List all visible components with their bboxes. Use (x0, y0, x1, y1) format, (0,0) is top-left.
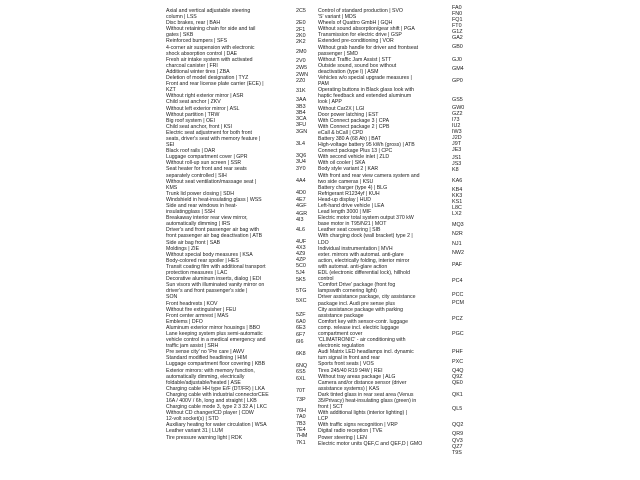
option-entry: Connect package Plus 13 | CPC (318, 148, 393, 155)
option-entry: With traffic signs recognition | VRP (318, 422, 398, 429)
option-code: 3Q6 (296, 153, 307, 159)
option-entry: Exterior mirrors: with memory function, automatically dimming, electrically foldable/adjustable/heated | ASE (166, 367, 255, 386)
option-entry: Decorative aluminum inserts, dialog | EDI (166, 276, 262, 283)
option-entry: Lead length 3000 | MIF (318, 209, 372, 216)
option-code: 2E0 (296, 20, 306, 26)
option-entry: Child seat anchor | ZKV (166, 99, 221, 106)
option-code: KB4 (452, 187, 463, 193)
option-entry: exter. mirrors with automat. anti-glare action, electrically folding, interior mirror with automat. anti-glare action (318, 251, 410, 270)
option-entry: Deletion of model designation | TYZ (166, 75, 249, 82)
option-entry: Electric motor units QEF,C and QEF,D | GMO (318, 440, 423, 447)
option-code: 5TG (296, 288, 307, 294)
option-entry: Big roof system | OEI (166, 117, 215, 124)
option-entry: Child seat anchor, front | KSI (166, 123, 232, 130)
option-code: IU2 (452, 123, 461, 129)
option-entry: Leather seat covering | SIB (318, 227, 381, 234)
option-entry: Comfort key with sensor-contr. luggage comp. release incl. electric luggage compartment cover (318, 318, 408, 337)
option-entry: Electric motor total system output 370 kW base motor in T95/N21 | MOT (318, 215, 414, 228)
option-code: GM4 (452, 66, 464, 72)
option-entry: Digital radio reception | TVE (318, 428, 383, 435)
option-code: QZ7 (452, 444, 463, 450)
option-code: NW2 (452, 250, 464, 256)
option-entry: Lane keeping system plus semi-automatic vehicle control in a medical emergency and traffic jam assist | SRH (166, 330, 266, 350)
option-code: QL5 (452, 406, 463, 412)
option-entry: With charging dock (wall bracket) type 2 | LDO (318, 233, 413, 246)
option-entry: Breakaway interior rear view mirror, automatically dimming | IRS (166, 215, 248, 228)
option-code: 5C0 (296, 263, 306, 269)
option-code: FT0 (452, 23, 462, 29)
option-entry: Front and rear license plate carrier (ECE) | KZT (166, 81, 264, 94)
option-entry: Trunk lid power closing | SDH (166, 190, 235, 197)
option-code: 3B4 (296, 110, 306, 116)
option-code: 3U4 (296, 159, 306, 165)
option-code: N2R (452, 231, 463, 237)
option-entry: Moldings | ZIE (166, 245, 200, 252)
option-code: QQ2 (452, 422, 464, 428)
option-code: Q4Q (452, 368, 464, 374)
option-entry: Control of standard production | SVO (318, 8, 403, 14)
option-code: FQ1 (452, 17, 463, 23)
option-code: 5J4 (296, 270, 305, 276)
option-entry: Dark tinted glass in rear seat area (Venus 35/Privacy) heat-insulating glass (green) in front | SCT (318, 391, 417, 411)
option-code: PCZ (452, 316, 463, 322)
option-code: QV3 (452, 438, 463, 444)
option-entry: Disc brakes, rear | BAH (166, 20, 221, 27)
option-code: 6XL (296, 376, 306, 382)
option-code: 2K0 (296, 33, 306, 39)
option-entry: eCall & bCall | CPD (318, 129, 364, 136)
option-entry: Head-up display | HUD (318, 196, 371, 203)
option-code: 4D0 (296, 190, 306, 196)
option-code: FN0 (452, 11, 463, 17)
option-code: 4E7 (296, 197, 306, 203)
option-entry: Pre sense city' no 'Pre care | AWV (166, 349, 245, 356)
option-code: PCC (452, 292, 464, 298)
option-entry: Luggage compartment cover | GPR (166, 154, 248, 161)
option-entry: Without left exterior mirror | ASL (166, 105, 240, 112)
option-entry: Fresh air intake system with activated charcoal canister | FRI (166, 56, 253, 69)
option-code: 5K5 (296, 277, 306, 283)
option-entry: Outside sound, sound box without deactivation (type I) | ASM (318, 62, 397, 75)
option-code: 7A0 (296, 414, 306, 420)
option-entry: With second vehicle inlet | ZLD (318, 154, 390, 161)
option-code: KA6 (452, 178, 463, 184)
option-code: 31K (296, 88, 306, 94)
option-code: KK3 (452, 193, 463, 199)
option-entry: Without special body measures | KSA (166, 251, 253, 258)
option-code: GB0 (452, 44, 463, 50)
option-code: J9T (452, 141, 461, 147)
option-code: K8 (452, 167, 459, 173)
option-code: LX2 (452, 211, 462, 217)
option-entry: Auxiliary heating for water circulation | WSA (166, 422, 267, 429)
option-code: 2C5 (296, 8, 306, 14)
option-entry: Leather variant 31 | LUM (166, 428, 223, 435)
option-entry: With Connect package 2 | CPB (318, 123, 390, 130)
option-code: 6I6 (296, 339, 304, 345)
option-entry: 'CLIMATRONIC' - air conditioning with electronic regulation (318, 337, 406, 350)
option-entry: Without right exterior mirror | ASR (166, 93, 244, 100)
option-code: 6E3 (296, 325, 306, 331)
option-code: 2Z0 (296, 78, 306, 84)
option-entry: Reinforced bumpers | SFS (166, 38, 228, 45)
option-entry: 'Comfort Drive' package (front fog lampswith cornering light) (318, 282, 396, 295)
option-code: G1Z (452, 29, 463, 35)
option-entry: Additional winter tires | ZBA (166, 68, 230, 75)
option-entry: With oil cooler | SKA (318, 160, 366, 167)
option-code: QE0 (452, 380, 463, 386)
option-code: 4I3 (296, 217, 304, 223)
option-code: 4GF (296, 203, 307, 209)
option-code: 3B3 (296, 104, 306, 110)
option-entry: Sports front seats | VOS (318, 361, 374, 368)
option-entry: City assistance package with parking assistance package (318, 306, 404, 319)
option-entry: Body-colored rear spoiler | HES (166, 257, 239, 264)
option-code: 4A4 (296, 178, 306, 184)
option-entry: Tire pressure warning light | RDK (166, 434, 243, 441)
option-code: 4GR (296, 211, 308, 217)
option-code: IW3 (452, 129, 462, 135)
option-entry: Battery charger (type 4) | BLG (318, 184, 388, 191)
option-code: 6F7 (296, 332, 306, 338)
option-code: KS1 (452, 199, 463, 205)
option-code: 2W5 (296, 65, 308, 71)
option-code: 7K1 (296, 440, 306, 446)
option-code: GS5 (452, 97, 463, 103)
option-code: 2M0 (296, 49, 307, 55)
option-code: 4Z9 (296, 251, 306, 257)
option-entry: Without tray areas package | ALG (318, 373, 396, 380)
option-code: Q9Z (452, 374, 463, 380)
option-code: I73 (452, 117, 460, 123)
option-code: J2D (452, 135, 462, 141)
option-entry: Transit coating film with additional transport protection measures | LAC (166, 263, 266, 277)
option-entry: Without Traffic Jam Assist | STT (318, 56, 392, 63)
option-list-column-a (166, 8, 294, 441)
option-entry: Charging cable mode 3, type 2 3 32 A | LKC (166, 404, 267, 411)
option-code: NJ1 (452, 241, 462, 247)
option-code: 70T (296, 388, 306, 394)
option-code: 73P (296, 397, 306, 403)
option-code: MQ3 (452, 222, 464, 228)
option-entry: Without CD changer/CD player | CDW (166, 410, 254, 417)
option-entry: Sun visors with illuminated vanity mirror on driver's and front passenger's side | SON (166, 282, 265, 301)
option-code: 3AA (296, 97, 307, 103)
option-code: 4X3 (296, 245, 306, 251)
option-code: GA2 (452, 35, 463, 41)
option-code: PHF (452, 349, 463, 355)
option-code: 7B3 (296, 421, 306, 427)
option-code: QR9 (452, 431, 464, 437)
option-code: 3CA (296, 116, 307, 122)
option-code: 2WN (296, 72, 308, 78)
option-code: T9S (452, 450, 462, 456)
option-entry: Without Car2X | LGI (318, 105, 365, 112)
option-code: PCM (452, 300, 464, 306)
option-entry: Audi Matrix LED headlamps incl. dynamic turn signal in front and rear (318, 349, 414, 362)
option-entry: Camera and/or distance sensor (driver assistance systems) | KAS (318, 379, 407, 392)
option-entry: Black roof rails | DAR (166, 148, 216, 155)
option-code: 7E4 (296, 427, 306, 433)
option-code: PAF (452, 262, 463, 268)
option-entry: Windshield in heat-insulating glass | WSS (166, 196, 262, 203)
option-entry: Without grab handle for driver and frontseat passenger | SMD (318, 44, 419, 57)
option-entry: Wheels of Quattro GmbH | GQH (318, 20, 393, 27)
option-code: PXC (452, 359, 464, 365)
option-entry: Aluminum exterior mirror housings | BBO (166, 324, 261, 331)
option-entry: Door power latching | EST (318, 111, 379, 118)
option-code: PC4 (452, 278, 463, 284)
option-entry: Extended pre-conditioning | VOR (318, 38, 394, 45)
option-code: 3L4 (296, 141, 305, 147)
option-entry: Side air bag front | SAB (166, 239, 221, 246)
option-entry: Without fire extinguisher | FEU (166, 306, 237, 313)
option-entry: High-voltage battery 95 kWh (gross) | ATB (318, 142, 415, 149)
option-code: GJ0 (452, 57, 462, 63)
option-entry: Seat heater for front and rear seats separately controlled | SIH (166, 166, 247, 179)
option-entry: Front center armrest | MAS (166, 312, 229, 319)
option-code: 5XC (296, 298, 307, 304)
option-code: 2V0 (296, 58, 306, 64)
option-entry: 'S' variant | MDS (318, 14, 357, 21)
option-entry: Charging cable HH type E/F (DT/FR) | LKA (166, 385, 265, 392)
option-entry: 12-volt socket(s) | STD (166, 416, 219, 423)
option-entry: Front headrests | KOV (166, 300, 218, 307)
option-entry: Side and rear windows in heat- insulatingglass | SSH (166, 203, 238, 216)
option-code: 3Y0 (296, 166, 306, 172)
option-entry: With front and rear view camera system and two side cameras | KSU (318, 172, 420, 185)
option-list-column-b (318, 8, 454, 447)
option-entry: Transmission for electric drive | GSP (318, 32, 402, 39)
option-code: GZ2 (452, 111, 463, 117)
option-code: 3FU (296, 122, 307, 128)
option-entry: Battery 380 A (68 Ah) | BAT (318, 135, 381, 142)
option-code: GP0 (452, 78, 463, 84)
option-entry: Without partition | TRW (166, 111, 220, 118)
option-entry: With Connect package 3 | CPA (318, 117, 390, 124)
option-entry: Luggage compartment floor covering | KBB (166, 361, 266, 368)
option-entry: Without roll-up sun screen | SSR (166, 160, 242, 167)
option-code: 4L6 (296, 227, 305, 233)
option-entry: Vehicles w/o special upgrade measures | PAM (318, 75, 412, 88)
option-code: 3GN (296, 129, 308, 135)
option-code: 6K8 (296, 351, 306, 357)
option-code: 7HM (296, 433, 308, 439)
option-code: L8C (452, 205, 462, 211)
option-entry: Without seat ventilation/massage seat | KMS (166, 178, 257, 191)
option-code: JE3 (452, 147, 462, 153)
option-entry: Standard modified headlining | HIM (166, 355, 247, 362)
option-code: 6NQ (296, 363, 308, 369)
option-entry: Operating buttons in Black glass look with haptic feedback and extended aluminum look | APP (318, 87, 415, 106)
option-code: 6A0 (296, 319, 306, 325)
option-entry: Driver's and front passenger air bag with front passenger air bag deactivation | ATB (166, 227, 263, 240)
option-code: PGC (452, 331, 464, 337)
option-code: 6S5 (296, 369, 306, 375)
option-code: QK1 (452, 392, 463, 398)
option-entry: Refrigerant R1234yf | KUH (318, 190, 380, 197)
option-entry: Emblems | DFO (166, 318, 203, 325)
option-entry: Body style variant 2 | KAR (318, 166, 379, 173)
option-code: GW0 (452, 105, 465, 111)
option-entry: Electric seat adjustment for both front seats, driver's seat with memory feature | SEI (166, 129, 261, 149)
option-code: 5ZF (296, 312, 306, 318)
option-code: 2K2 (296, 39, 306, 45)
option-entry: Driver assistance package, city assistance package incl. Audi pre sense plus (318, 294, 416, 307)
option-entry: EDL (electronic differential lock), hillhold control (318, 270, 410, 283)
option-entry: Without sound absorption/gear shift | PGA (318, 26, 415, 33)
option-entry: Individual instrumentation | MVH (318, 245, 393, 252)
option-code: FA0 (452, 5, 462, 11)
option-code: JS1 (452, 155, 462, 161)
option-code: 4ZP (296, 257, 306, 263)
option-entry: Without retaining chain for side and tail gates | SKB (166, 26, 256, 39)
option-entry: Tires 245/40 R19 94W | REI (318, 367, 383, 374)
option-code: 76H (296, 408, 306, 414)
option-entry: Charging cable with industrial connectorCEE 16A / 400V / 6h, long and straight | LKB (166, 391, 269, 404)
option-entry: Power steering | LEN (318, 434, 367, 441)
option-entry: 4-corner air suspension with electronic shock absorption control | DAE (166, 44, 255, 57)
option-entry: With additional lights (interior lighting) | LCP (318, 410, 407, 423)
option-code: 2F1 (296, 27, 306, 33)
option-entry: Left-hand drive vehicle | LEA (318, 203, 385, 209)
option-entry: Axial and vertical adjustable steering column | LSS (166, 8, 251, 21)
option-code: JS3 (452, 161, 462, 167)
option-code: 4UF (296, 239, 307, 245)
